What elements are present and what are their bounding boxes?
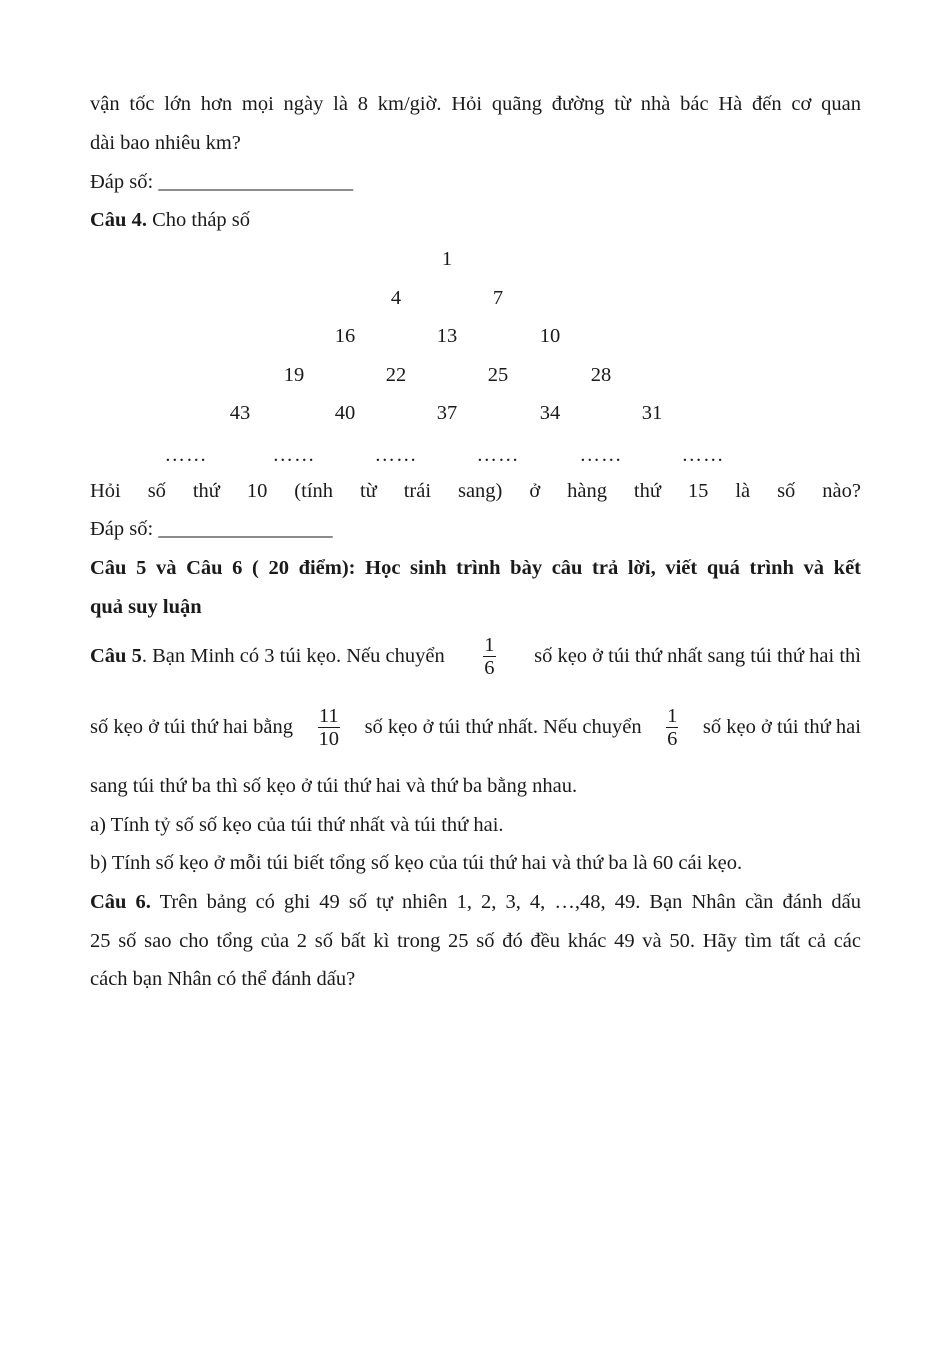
pyramid-number: 19 — [283, 364, 305, 386]
fraction — [666, 705, 678, 750]
denominator: 6 — [484, 657, 495, 679]
word: trái — [403, 480, 432, 502]
paragraph-line: sang túi thứ ba thì số kẹo ở túi thứ hai và thứ ba bằng nhau. — [90, 775, 578, 797]
pyramid-number: 34 — [539, 402, 561, 424]
pyramid-number: 4 — [390, 287, 402, 309]
pyramid-number: 16 — [334, 325, 356, 347]
pyramid-ellipsis: …… — [164, 444, 208, 466]
pyramid-number: 13 — [436, 325, 458, 347]
numerator: 11 — [318, 705, 339, 727]
word: là — [735, 480, 751, 502]
question-6-line: 25 số sao cho tổng của 2 số bất kì trong 25 số đó đều khác 49 và 50. Hãy tìm tất cả các — [90, 930, 861, 952]
text: số kẹo ở túi thứ nhất. Nếu chuyển — [364, 716, 642, 738]
pyramid-number: 28 — [590, 364, 612, 386]
pyramid-number: 7 — [492, 287, 504, 309]
word: (tính — [294, 480, 334, 502]
word: Hỏi — [90, 480, 121, 502]
pyramid-number: 31 — [641, 402, 663, 424]
question-label: Câu 5 — [90, 645, 142, 667]
question-4-heading — [90, 208, 861, 232]
sub-question-a: a) Tính tỷ số số kẹo của túi thứ nhất và túi thứ hai. — [90, 814, 504, 836]
section-heading: Câu 5 và Câu 6 ( 20 điểm): Học sinh trình bày câu trả lời, viết quá trình và kết — [90, 557, 861, 579]
pyramid-ellipsis: …… — [681, 444, 725, 466]
word: thứ — [633, 480, 661, 502]
question-text: Cho tháp số — [146, 209, 251, 231]
text: số kẹo ở túi thứ nhất sang túi thứ hai thì — [534, 645, 861, 667]
word: 15 — [687, 480, 709, 502]
sub-question-b: b) Tính số kẹo ở mỗi túi biết tổng số kẹo của túi thứ hai và thứ ba là 60 cái kẹo. — [90, 852, 743, 874]
word: số — [777, 480, 796, 502]
word: thứ — [192, 480, 220, 502]
pyramid-number: 25 — [487, 364, 509, 386]
question-5-line — [90, 634, 861, 679]
pyramid-ellipsis: …… — [579, 444, 623, 466]
question-5-line — [90, 705, 861, 750]
denominator: 10 — [318, 728, 340, 750]
fraction — [318, 705, 341, 750]
pyramid-number: 43 — [229, 402, 251, 424]
word: hàng — [567, 480, 607, 502]
question-4-text — [90, 479, 861, 503]
text: . Bạn Minh có 3 túi kẹo. Nếu chuyển — [141, 645, 445, 667]
word: nào? — [822, 480, 861, 502]
pyramid-number: 40 — [334, 402, 356, 424]
pyramid-number: 10 — [539, 325, 561, 347]
denominator: 6 — [667, 728, 678, 750]
paragraph-line: dài bao nhiêu km? — [90, 132, 241, 154]
numerator: 1 — [667, 705, 678, 727]
numerator: 1 — [484, 634, 495, 656]
fraction — [483, 634, 495, 679]
word: sang) — [457, 480, 503, 502]
pyramid-number: 22 — [385, 364, 407, 386]
text: số kẹo ở túi thứ hai — [702, 716, 861, 738]
section-heading: quả suy luận — [90, 596, 202, 618]
word: số — [147, 480, 166, 502]
answer-line: Đáp số: ___________________ — [90, 171, 354, 193]
word: ở — [529, 480, 541, 502]
word: 10 — [246, 480, 268, 502]
question-label: Câu 6. — [90, 891, 151, 913]
question-5-start — [90, 645, 445, 668]
answer-line: Đáp số: _________________ — [90, 518, 333, 540]
pyramid-ellipsis: …… — [476, 444, 520, 466]
question-label: Câu 4. — [90, 209, 147, 231]
text: số kẹo ở túi thứ hai bằng — [90, 716, 294, 738]
text: Trên bảng có ghi 49 số tự nhiên 1, 2, 3, 4, …,48, 49. Bạn Nhân cần đánh dấu — [150, 891, 861, 913]
pyramid-number: 1 — [441, 248, 453, 270]
pyramid-number: 37 — [436, 402, 458, 424]
question-6-line — [90, 890, 861, 914]
question-6-line: cách bạn Nhân có thể đánh dấu? — [90, 968, 356, 990]
pyramid-ellipsis: …… — [374, 444, 418, 466]
paragraph-line: vận tốc lớn hơn mọi ngày là 8 km/giờ. Hỏi quãng đường từ nhà bác Hà đến cơ quan — [90, 93, 861, 115]
pyramid-ellipsis: …… — [272, 444, 316, 466]
word: từ — [359, 480, 377, 502]
